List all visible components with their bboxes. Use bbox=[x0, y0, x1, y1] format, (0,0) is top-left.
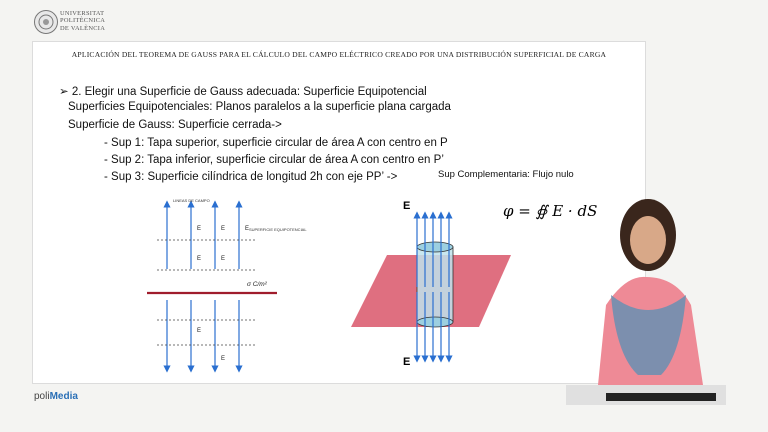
presenter-photo bbox=[566, 185, 726, 405]
svg-text:E: E bbox=[197, 256, 202, 262]
svg-text:E: E bbox=[197, 226, 202, 232]
svg-text:E: E bbox=[221, 226, 226, 232]
svg-text:E: E bbox=[245, 226, 250, 232]
slide-title: APLICACIÓN DEL TEOREMA DE GAUSS PARA EL CÁLCULO DEL CAMPO ELÉCTRICO CREADO POR UNA DISTRIBUCIÓN SUPERFICIAL DE CARGA bbox=[71, 50, 607, 59]
svg-text:LINEAS DE CAMPO: LINEAS DE CAMPO bbox=[173, 198, 210, 203]
svg-text:E: E bbox=[403, 356, 411, 368]
gauss-cylinder-diagram bbox=[351, 197, 516, 367]
field-lines-diagram bbox=[147, 194, 307, 379]
slide bbox=[32, 41, 646, 384]
polimedia-logo: poliMedia bbox=[34, 391, 78, 402]
svg-text:E: E bbox=[403, 200, 411, 212]
svg-text:E: E bbox=[221, 356, 226, 362]
svg-text:SUPERFICIE EQUIPOTENCIAL: SUPERFICIE EQUIPOTENCIAL bbox=[249, 227, 307, 232]
slide-sub3: - Sup 3: Superficie cilíndrica de longitud 2h con eje PP’ -> bbox=[104, 171, 398, 183]
gauss-flux-formula: φ = ∯ E · dS bbox=[503, 202, 598, 220]
svg-text:σ C/m²: σ C/m² bbox=[247, 281, 267, 288]
svg-text:E: E bbox=[197, 328, 202, 334]
upv-seal-icon bbox=[34, 10, 58, 34]
upv-logo bbox=[34, 10, 114, 36]
slide-sub2: - Sup 2: Tapa inferior, superficie circular de área A con centro en P’ bbox=[104, 154, 444, 166]
university-name: UNIVERSITAT POLITÈCNICA DE VALÈNCIA bbox=[60, 10, 106, 32]
svg-text:E: E bbox=[221, 256, 226, 262]
slide-heading: ➢ 2. Elegir una Superficie de Gauss adecuada: Superficie Equipotencial bbox=[59, 86, 427, 98]
slide-line-equipotential: Superficies Equipotenciales: Planos paralelos a la superficie plana cargada bbox=[68, 101, 451, 113]
slide-sub1: - Sup 1: Tapa superior, superficie circular de área A con centro en P bbox=[104, 137, 448, 149]
slide-line-gauss: Superficie de Gauss: Superficie cerrada-> bbox=[68, 119, 282, 131]
slide-sub3-note: Sup Complementaria: Flujo nulo bbox=[438, 169, 574, 180]
